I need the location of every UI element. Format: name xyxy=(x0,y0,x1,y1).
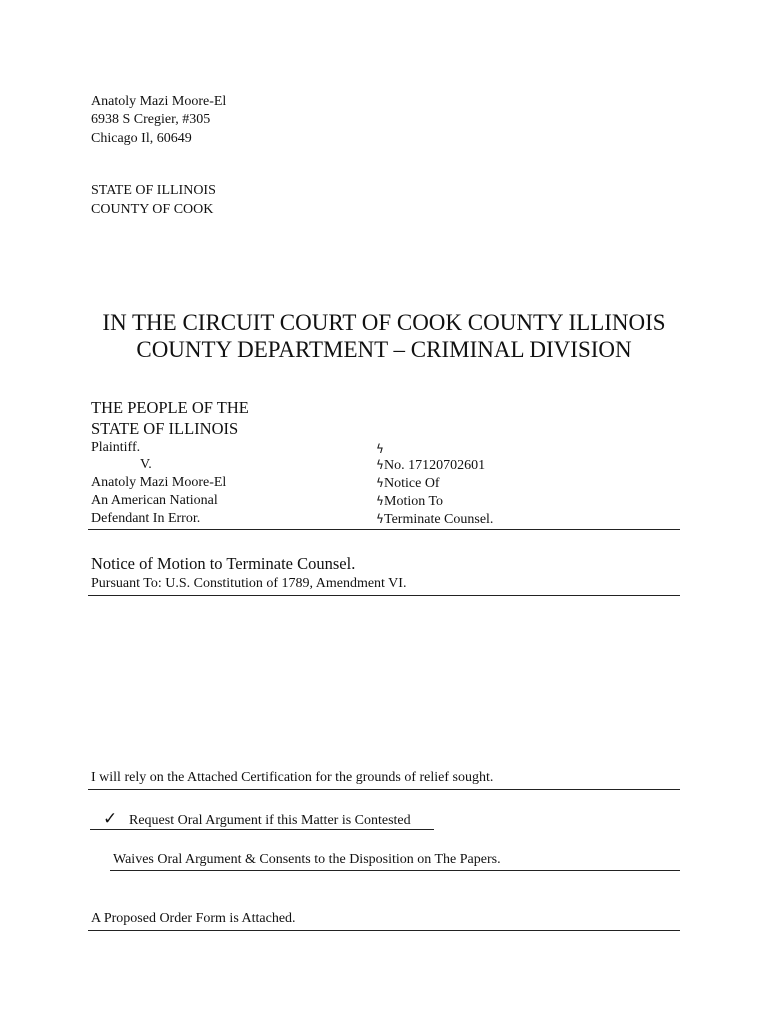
oral-argument-waiver: Waives Oral Argument & Consents to the Disposition on The Papers. xyxy=(113,852,501,867)
caption-motion-to: ϟMotion To xyxy=(376,494,444,509)
notice-pursuant: Pursuant To: U.S. Constitution of 1789, Amendment VI. xyxy=(91,576,407,591)
reliance-divider xyxy=(88,789,680,790)
caption-divider xyxy=(88,529,680,530)
caption-people-line2: STATE OF ILLINOIS xyxy=(91,419,239,438)
oral-argument-request-underline xyxy=(90,829,434,830)
caption-terminate-counsel: ϟTerminate Counsel. xyxy=(376,512,494,527)
caption-defendant-name: Anatoly Mazi Moore-El xyxy=(91,475,227,490)
caption-people-line1: THE PEOPLE OF THE xyxy=(91,398,249,417)
jurisdiction-county: COUNTY OF COOK xyxy=(91,202,214,217)
court-heading-line2: COUNTY DEPARTMENT – CRIMINAL DIVISION xyxy=(136,337,632,362)
sender-name: Anatoly Mazi Moore-El xyxy=(91,94,227,109)
reliance-statement: I will rely on the Attached Certification for the grounds of relief sought. xyxy=(91,770,494,785)
caption-versus: V. xyxy=(140,457,152,472)
caption-notice-of: ϟNotice Of xyxy=(376,476,440,491)
separator-icon: ϟ xyxy=(376,494,384,508)
separator-icon: ϟ xyxy=(376,476,384,490)
caption-defendant-role: Defendant In Error. xyxy=(91,511,201,526)
jurisdiction-state: STATE OF ILLINOIS xyxy=(91,183,216,198)
sender-street: 6938 S Cregier, #305 xyxy=(91,112,211,127)
caption-defendant-status: An American National xyxy=(91,493,218,508)
caption-case-number: ϟNo. 17120702601 xyxy=(376,458,486,473)
notice-title: Notice of Motion to Terminate Counsel. xyxy=(91,554,356,573)
notice-divider xyxy=(88,595,680,596)
separator-icon: ϟ xyxy=(376,458,384,472)
separator-icon: ϟ xyxy=(376,442,384,456)
separator-icon: ϟ xyxy=(376,512,384,526)
oral-argument-waiver-underline xyxy=(110,870,680,871)
court-heading-line1: IN THE CIRCUIT COURT OF COOK COUNTY ILLINOIS xyxy=(102,310,666,335)
oral-argument-request: Request Oral Argument if this Matter is Contested xyxy=(129,813,411,828)
proposed-order-statement: A Proposed Order Form is Attached. xyxy=(91,911,296,926)
check-mark-icon: ✓ xyxy=(103,809,118,829)
caption-plaintiff: Plaintiff. xyxy=(91,440,141,455)
proposed-order-divider xyxy=(88,930,680,931)
sender-city: Chicago Il, 60649 xyxy=(91,131,192,146)
